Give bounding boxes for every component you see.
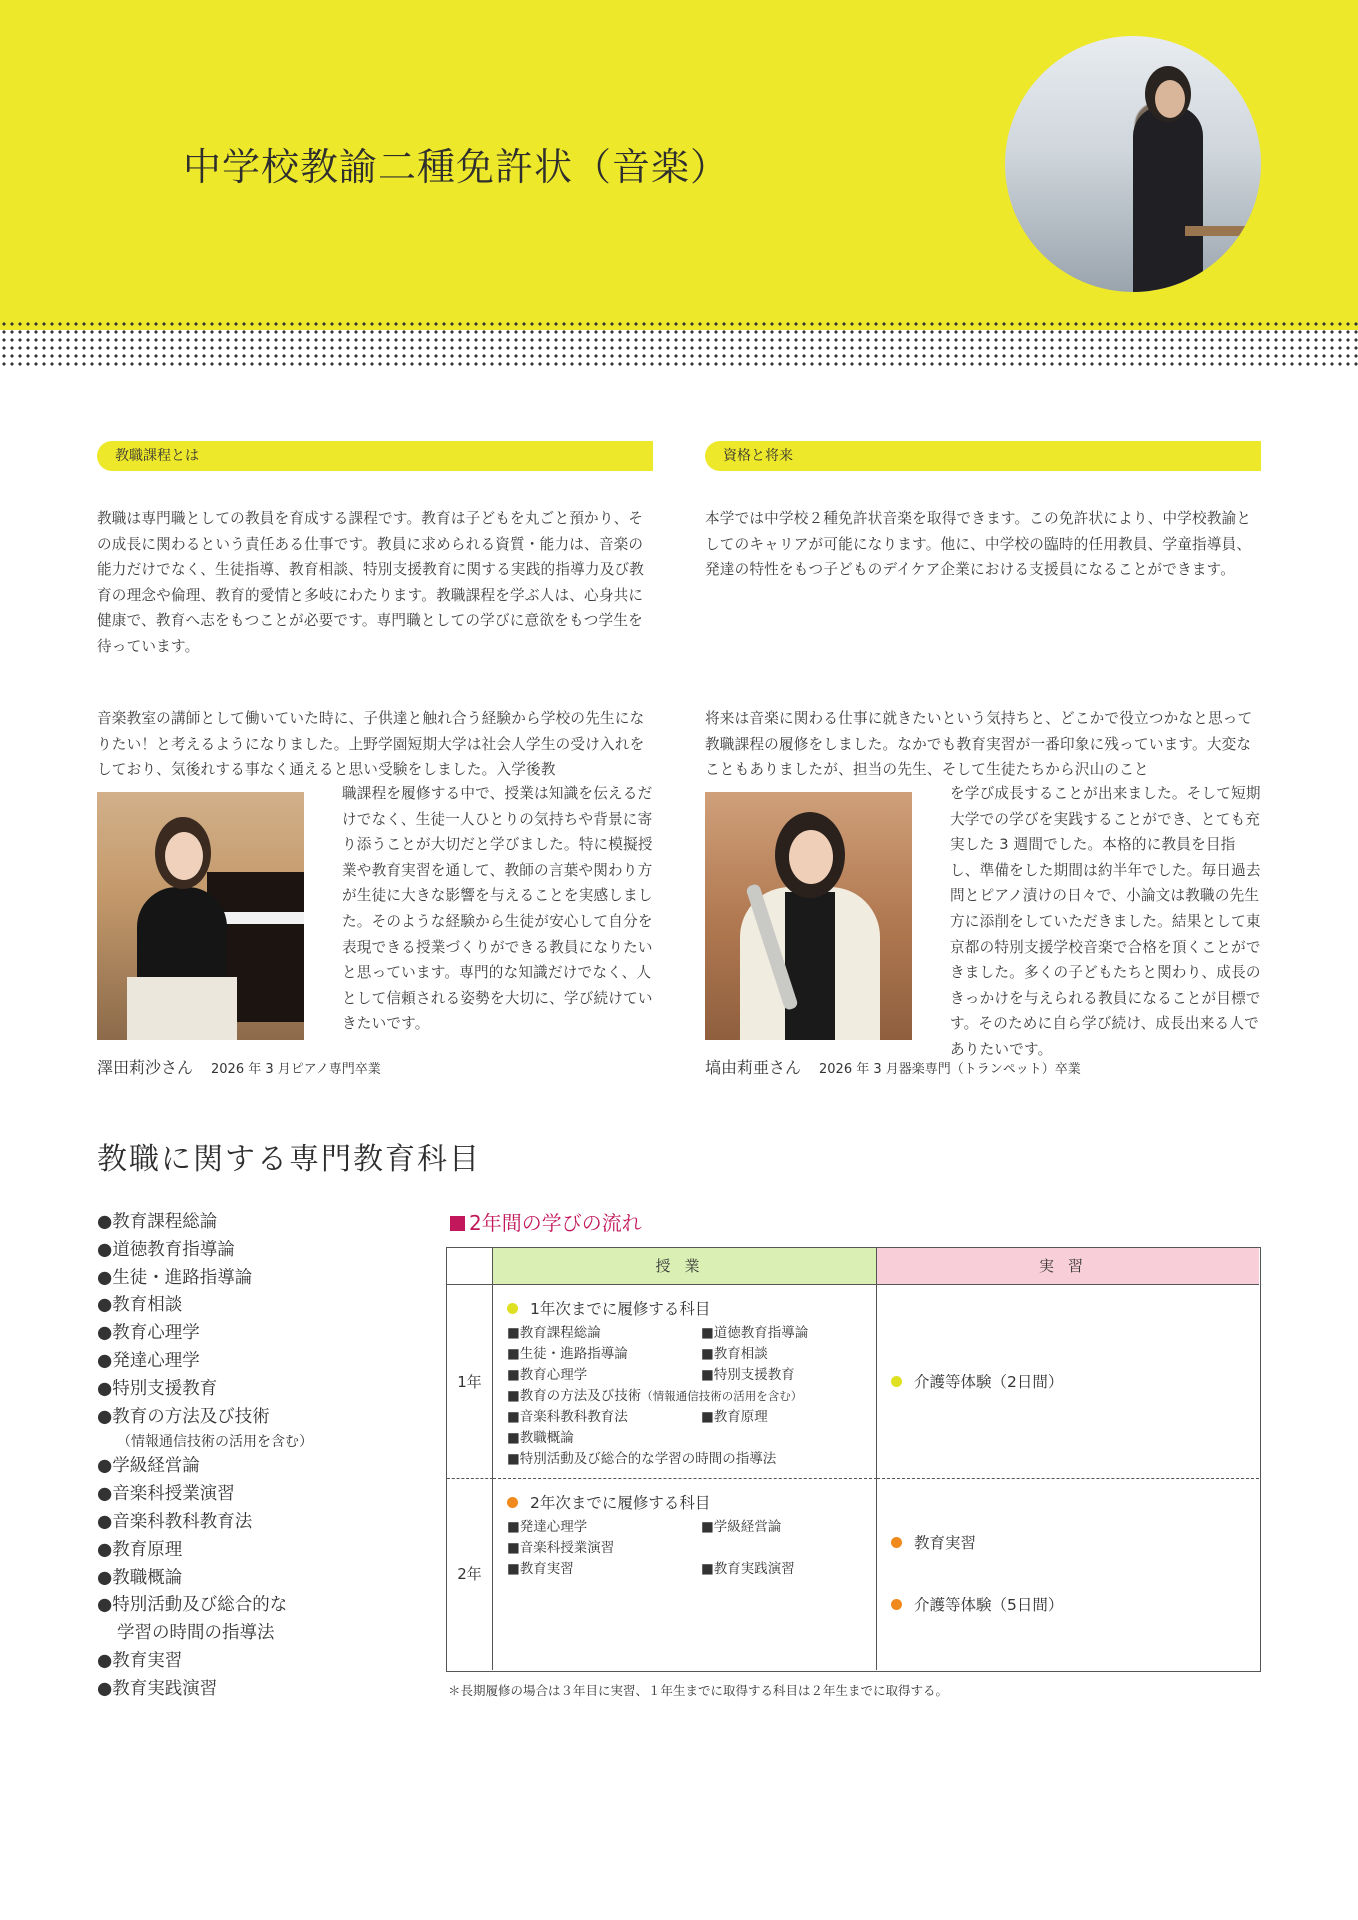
testimonial-right-text-side: を学び成長することが出来ました。そして短期大学での学びを実践することができ、とても充実した 3 週間でした。本格的に教員を目指し、準備をした期間は約半年でした。毎日過去問とピアノ漬けの日々で、小論文は教職の先生方に添削をしていただきました。結果として東京都の特別支援学校音楽で合格を頂くことができました。多くの子どもたちと関わり、成長のきっかけを与えられる教員になることが目標です。そのために自ら学び続け、成長出来る人でありたいです。 [950,785,1261,1058]
course-item: ■教職概論 [507,1430,574,1446]
yellow-dot-icon [891,1376,902,1387]
section-label-qualification-future: 資格と将来 [705,441,1261,471]
header-practice: 実習 [877,1248,1259,1285]
student-photo-sawada [97,792,304,1040]
testimonial-left-caption [97,1055,381,1078]
flow-table [446,1247,1261,1672]
course-item: ■音楽科教科教育法 [507,1409,628,1425]
year2-group-title: 2年次までに履修する科目 [507,1491,876,1513]
testimonial-right-caption [705,1055,1081,1078]
course-item: ■教育実習 [507,1561,574,1577]
subject-item: ●教育原理 [97,1539,183,1560]
subjects-heading: 教職に関する専門教育科目 [97,1142,481,1177]
student-detail: 2026 年 3 月ピアノ専門卒業 [211,1062,381,1077]
course-item: ■音楽科授業演習 [507,1540,615,1556]
page-title: 中学校教諭二種免許状（音楽） [183,145,730,189]
teaching-course-description: 教職は専門職としての教員を育成する課程です。教育は子どもを丸ごと預かり、その成長に関わるという責任ある仕事です。教員に求められる資質・能力は、音楽の能力だけでなく、生徒指導、教育相談、特別支援教育に関する実践的指導力及び教育の理念や倫理、教育的愛情と多岐にわたります。教職課程を学ぶ人は、心身共に健康で、教育へ志をもつことが必要です。専門職としての学びに意欲をもつ学生を待っています。 [97,510,645,655]
subject-item: ●特別支援教育 [97,1378,218,1399]
header-class: 授業 [493,1248,877,1285]
course-item: ■特別支援教育 [701,1367,795,1383]
orange-dot-icon [891,1599,902,1610]
subject-item: ●教育の方法及び技術 （情報通信技術の活用を含む） [97,1404,427,1454]
subject-item: ●生徒・進路指導論 [97,1267,253,1288]
teacher-photo [1005,36,1261,292]
testimonial-left-text-top: 音楽教室の講師として働いていた時に、子供達と触れ合う経験から学校の先生になりたい！と考えるようになりました。上野学園短期大学は社会人学生の受け入れをしており、気後れする事なく通えると思い受験をしました。入学後教 [97,710,645,779]
subject-item: ●教育心理学 [97,1323,200,1344]
subject-item: ●教育実践演習 [97,1678,218,1699]
course-item: ■教育原理 [701,1409,768,1425]
subject-note: （情報通信技術の活用を含む） [117,1434,313,1451]
subject-item: ●教育相談 [97,1295,183,1316]
practice-item: 介護等体験（5日間） [891,1593,1063,1615]
year2-practice [877,1479,1259,1670]
testimonial-left-text-side: 職課程を履修する中で、授業は知識を伝えるだけでなく、生徒一人ひとりの気持ちや背景に寄り添うことが大切だと学びました。特に模擬授業や教育実習を通して、教師の言葉や関わり方が生徒に大きな影響を与えることを実感しました。そのような経験から生徒が安心して自分を表現できる授業づくりができる教員になりたいと思っています。専門的な知識だけでなく、人として信頼される姿勢を大切に、学び続けていきたいです。 [342,785,653,1033]
flow-title: 2年間の学びの流れ [450,1207,642,1236]
course-item: ■教育相談 [701,1346,768,1362]
subject-item: ●教職概論 [97,1567,183,1588]
year1-group-title: 1年次までに履修する科目 [507,1297,876,1319]
year1-label: 1年 [447,1285,493,1479]
testimonial-right-text-top: 将来は音楽に関わる仕事に就きたいという気持ちと、どこかで役立つかなと思って教職課程の履修をしました。なかでも教育実習が一番印象に残っています。大変なこともありましたが、担当の先生、そして生徒たちから沢山のこと [705,710,1253,779]
subject-item: ●音楽科教科教育法 [97,1511,253,1532]
qualification-description: 本学では中学校２種免許状音楽を取得できます。この免許状により、中学校教諭としてのキャリアが可能になります。他に、中学校の臨時的任用教員、学童指導員、発達の特性をもつ子どものデイケア企業における支援員になることができます。 [705,510,1252,579]
dot-pattern-divider [0,320,1358,366]
subject-item: ●学級経営論 [97,1456,200,1477]
course-item: ■生徒・進路指導論 [507,1346,628,1362]
practice-item: 教育実習 [891,1531,976,1553]
subject-item: ●音楽科授業演習 [97,1484,235,1505]
course-item: ■道徳教育指導論 [701,1325,809,1341]
course-item: ■特別活動及び総合的な学習の時間の指導法 [507,1451,777,1467]
course-item: ■教育心理学 [507,1367,588,1383]
course-item: ■教育の方法及び技術（情報通信技術の活用を含む） [507,1388,803,1404]
square-bullet-icon [450,1216,465,1231]
practice-item: 介護等体験（2日間） [891,1370,1063,1392]
year1-courses [493,1285,877,1479]
student-name: 塙由莉亜さん [705,1058,802,1077]
subject-item: ●発達心理学 [97,1350,200,1371]
course-item: ■発達心理学 [507,1519,588,1535]
subject-item: ●教育課程総論 [97,1212,218,1232]
subject-list [97,1209,427,1704]
student-detail: 2026 年 3 月器楽専門（トランペット）卒業 [819,1062,1081,1077]
subject-item: ●特別活動及び総合的な 学習の時間の指導法 [97,1595,288,1644]
yellow-dot-icon [507,1303,518,1314]
year1-practice [877,1285,1259,1479]
subject-item: ●道徳教育指導論 [97,1239,235,1260]
orange-dot-icon [507,1497,518,1508]
course-item: ■学級経営論 [701,1519,782,1535]
orange-dot-icon [891,1537,902,1548]
footnote: ＊長期履修の場合は３年目に実習、１年生までに取得する科目は２年生までに取得する。 [448,1683,949,1698]
student-name: 澤田莉沙さん [97,1058,194,1077]
table-corner [447,1248,493,1285]
section-label-teaching-course: 教職課程とは [97,441,653,471]
subject-item: ●教育実習 [97,1650,183,1671]
year2-label: 2年 [447,1479,493,1670]
student-photo-hanawa [705,792,912,1040]
course-item: ■教育課程総論 [507,1325,601,1341]
year2-courses [493,1479,877,1670]
course-item: ■教育実践演習 [701,1561,795,1577]
